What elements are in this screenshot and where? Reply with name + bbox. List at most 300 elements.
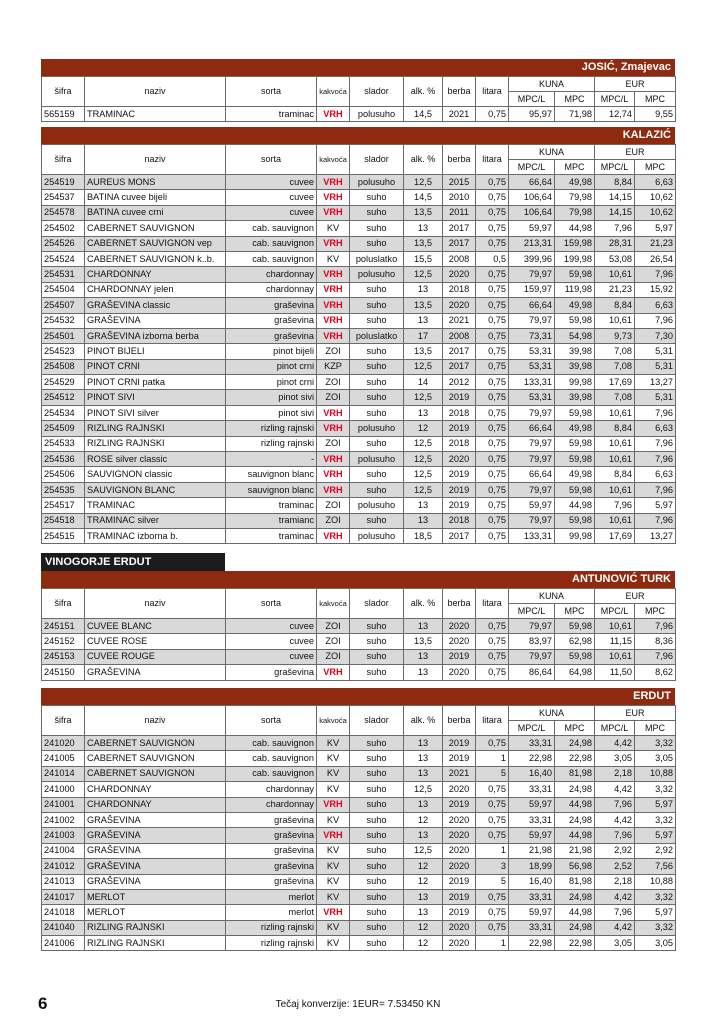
table-cell: suho [350,619,404,634]
table-cell: 2020 [443,936,476,951]
column-header-litara: litara [476,77,509,107]
table-cell: 0,75 [476,328,509,343]
table-cell: cab. sauvignon [226,251,317,266]
table-cell: 7,08 [595,344,635,359]
column-header-mpc: MPC [635,92,676,107]
table-cell: 10,62 [635,190,676,205]
table-cell: 4,42 [595,920,635,935]
table-cell: 22,98 [509,751,555,766]
table-cell: 10,61 [595,405,635,420]
table-cell: VRH [317,205,350,220]
table-cell: GRAŠEVINA [85,828,226,843]
table-cell: cuvee [226,649,317,664]
table-cell: 13 [404,313,443,328]
table-cell: CUVEE BLANC [85,619,226,634]
table-cell: poluslatko [350,328,404,343]
table-cell: 199,98 [555,251,595,266]
table-cell: 12,5 [404,390,443,405]
column-header-sifra: šifra [42,589,85,619]
table-cell: 44,98 [555,905,595,920]
table-cell: 7,08 [595,359,635,374]
table-cell: 13 [404,221,443,236]
column-header-kakvoca: kakvoća [317,706,350,736]
table-cell: 7,96 [595,221,635,236]
producer-title: ERDUT [41,688,675,705]
table-cell: 7,96 [635,313,676,328]
table-cell: suho [350,221,404,236]
table-row [42,889,676,904]
table-cell: 254535 [42,482,85,497]
table-row [42,736,676,751]
table-cell: RIZLING RAJNSKI [85,436,226,451]
table-cell: 2020 [443,619,476,634]
table-row [42,905,676,920]
table-cell: 5,97 [635,905,676,920]
table-cell: 254533 [42,436,85,451]
table-cell: 59,98 [555,619,595,634]
table-cell: suho [350,874,404,889]
table-cell: 254531 [42,267,85,282]
table-cell: 106,64 [509,190,555,205]
table-cell: 241013 [42,874,85,889]
table-cell: 0,75 [476,920,509,935]
column-header-mpcl: MPC/L [595,604,635,619]
table-cell: 12 [404,421,443,436]
table-cell: 2021 [443,766,476,781]
table-cell: 5,97 [635,828,676,843]
table-cell: 0,75 [476,498,509,513]
table-cell: AUREUS MONS [85,175,226,190]
table-cell: 7,96 [595,828,635,843]
column-header-litara: litara [476,145,509,175]
table-cell: 44,98 [555,221,595,236]
column-header-mpcl: MPC/L [509,721,555,736]
table-cell: 79,97 [509,436,555,451]
table-cell: suho [350,782,404,797]
table-cell: CABERNET SAUVIGNON [85,751,226,766]
table-cell: 2019 [443,649,476,664]
table-cell: suho [350,905,404,920]
table-cell: 13 [404,766,443,781]
table-cell: KV [317,859,350,874]
table-row [42,175,676,190]
table-cell: VRH [317,298,350,313]
table-cell: 0,75 [476,782,509,797]
table-cell: 79,97 [509,452,555,467]
table-cell: 0,75 [476,190,509,205]
table-cell: pinot bijeli [226,344,317,359]
table-cell: 254518 [42,513,85,528]
table-cell: ROSE silver classic [85,452,226,467]
table-cell: chardonnay [226,282,317,297]
table-cell: 1 [476,936,509,951]
table-cell: 16,40 [509,874,555,889]
column-group-eur: EUR [595,589,676,604]
table-cell: 24,98 [555,812,595,827]
table-cell: 2020 [443,634,476,649]
table-cell: ZOI [317,619,350,634]
table-cell: 7,08 [595,390,635,405]
column-header-litara: litara [476,706,509,736]
table-cell: 254508 [42,359,85,374]
table-cell: cab. sauvignon [226,766,317,781]
table-cell: 24,98 [555,889,595,904]
table-cell: 254502 [42,221,85,236]
table-cell: 2,18 [595,874,635,889]
table-cell: 10,61 [595,267,635,282]
table-cell: graševina [226,665,317,680]
column-header-naziv: naziv [85,77,226,107]
table-cell: GRAŠEVINA classic [85,298,226,313]
table-cell: 13 [404,665,443,680]
column-header-mpcl: MPC/L [595,160,635,175]
table-cell: suho [350,282,404,297]
table-cell: polusuho [350,267,404,282]
table-cell: 2019 [443,421,476,436]
table-cell: 254532 [42,313,85,328]
table-cell: 59,97 [509,828,555,843]
table-cell: 254536 [42,452,85,467]
table-cell: 254504 [42,282,85,297]
table-cell: VRH [317,528,350,543]
table-cell: VRH [317,236,350,251]
table-cell: 4,42 [595,736,635,751]
table-cell: 2019 [443,498,476,513]
table-cell: graševina [226,298,317,313]
table-cell: 66,64 [509,421,555,436]
table-cell: 241006 [42,936,85,951]
table-cell: 106,64 [509,205,555,220]
column-header-alk: alk. % [404,145,443,175]
table-cell: 66,64 [509,175,555,190]
table-cell: KV [317,920,350,935]
table-cell: 6,63 [635,175,676,190]
table-cell: 59,97 [509,905,555,920]
table-cell: 2,92 [635,843,676,858]
table-cell: merlot [226,905,317,920]
table-cell: suho [350,436,404,451]
column-header-sorta: sorta [226,77,317,107]
region-heading: VINOGORJE ERDUT [41,553,225,571]
column-header-alk: alk. % [404,589,443,619]
table-cell: 0,75 [476,736,509,751]
table-cell: 0,75 [476,375,509,390]
table-cell: 0,75 [476,344,509,359]
table-cell: 79,97 [509,313,555,328]
table-cell: TRAMINAC [85,498,226,513]
table-cell: 1 [476,843,509,858]
table-row [42,634,676,649]
table-cell: suho [350,313,404,328]
column-header-kakvoca: kakvoća [317,77,350,107]
table-cell: 213,31 [509,236,555,251]
table-cell: 12,5 [404,175,443,190]
table-cell: 79,97 [509,482,555,497]
table-cell: 2015 [443,175,476,190]
table-cell: 10,88 [635,874,676,889]
table-cell: 66,64 [509,467,555,482]
column-group-kuna: KUNA [509,706,595,721]
table-cell: 254529 [42,375,85,390]
table-cell: 8,62 [635,665,676,680]
table-cell: 53,08 [595,251,635,266]
table-cell: 2011 [443,205,476,220]
table-cell: 10,61 [595,436,635,451]
table-cell: CHARDONNAY [85,797,226,812]
column-header-alk: alk. % [404,706,443,736]
table-cell: 28,31 [595,236,635,251]
table-cell: 49,98 [555,421,595,436]
table-cell: KV [317,736,350,751]
table-cell: 241020 [42,736,85,751]
table-cell: ZOI [317,498,350,513]
table-cell: 99,98 [555,375,595,390]
table-cell: VRH [317,452,350,467]
table-cell: traminac [226,528,317,543]
table-cell: 12 [404,936,443,951]
table-cell: 2020 [443,812,476,827]
conversion-rate: Tečaj konverzije: 1EUR= 7.53450 KN [275,999,441,1010]
table-cell: PINOT SIVI [85,390,226,405]
table-cell: 241040 [42,920,85,935]
table-cell: 83,97 [509,634,555,649]
table-cell: KV [317,766,350,781]
table-cell: 254537 [42,190,85,205]
table-cell: 59,98 [555,436,595,451]
table-cell: 2020 [443,452,476,467]
table-cell: 2,18 [595,766,635,781]
table-cell: 0,75 [476,649,509,664]
table-row [42,221,676,236]
table-row [42,298,676,313]
table-cell: 5,97 [635,797,676,812]
table-cell: 10,61 [595,619,635,634]
table-cell: GRAŠEVINA [85,665,226,680]
table-cell: 12,5 [404,436,443,451]
table-cell: 33,31 [509,920,555,935]
table-cell: 0,75 [476,467,509,482]
table-row [42,936,676,951]
table-cell: MERLOT [85,889,226,904]
table-cell: suho [350,889,404,904]
wine-table [41,588,676,681]
table-cell: 59,97 [509,221,555,236]
table-cell: 8,84 [595,467,635,482]
table-cell: suho [350,920,404,935]
table-cell: 0,75 [476,619,509,634]
table-cell: VRH [317,282,350,297]
table-row [42,359,676,374]
table-cell: cab. sauvignon [226,236,317,251]
table-cell: 12 [404,859,443,874]
table-cell: 0,75 [476,797,509,812]
column-header-mpc: MPC [555,160,595,175]
table-cell: 2020 [443,782,476,797]
table-cell: 565159 [42,107,85,122]
table-cell: 0,75 [476,175,509,190]
table-cell: VRH [317,175,350,190]
column-header-kakvoca: kakvoća [317,589,350,619]
table-cell: 66,64 [509,298,555,313]
table-cell: 14,15 [595,205,635,220]
table-row [42,498,676,513]
table-cell: suho [350,843,404,858]
table-cell: 39,98 [555,359,595,374]
table-cell: 79,97 [509,649,555,664]
table-row [42,859,676,874]
table-cell: 53,31 [509,359,555,374]
table-cell: 7,96 [635,267,676,282]
table-row [42,920,676,935]
table-cell: 7,96 [595,498,635,513]
table-cell: suho [350,513,404,528]
table-cell: 64,98 [555,665,595,680]
table-cell: 7,96 [635,619,676,634]
table-cell: 13,5 [404,236,443,251]
table-cell: 79,97 [509,513,555,528]
table-cell: 8,84 [595,175,635,190]
table-cell: graševina [226,812,317,827]
table-cell: 2019 [443,736,476,751]
table-cell: 6,63 [635,467,676,482]
table-cell: 39,98 [555,344,595,359]
column-header-naziv: naziv [85,589,226,619]
table-cell: KV [317,843,350,858]
table-cell: KV [317,782,350,797]
table-cell: 13 [404,282,443,297]
table-cell: SAUVIGNON BLANC [85,482,226,497]
table-cell: 2020 [443,665,476,680]
table-cell: 2,92 [595,843,635,858]
table-cell: 95,97 [509,107,555,122]
column-header-kakvoca: kakvoća [317,145,350,175]
column-header-sifra: šifra [42,77,85,107]
table-cell: 0,5 [476,251,509,266]
section-antunovic-turk [41,571,675,681]
table-cell: 81,98 [555,874,595,889]
table-cell: cab. sauvignon [226,751,317,766]
table-cell: 18,5 [404,528,443,543]
table-cell: 254526 [42,236,85,251]
column-header-mpcl: MPC/L [509,604,555,619]
table-cell: 39,98 [555,390,595,405]
table-cell: 53,31 [509,344,555,359]
table-cell: 5,97 [635,498,676,513]
table-cell: 6,63 [635,298,676,313]
table-cell: 254524 [42,251,85,266]
table-cell: 2020 [443,267,476,282]
table-cell: 21,98 [509,843,555,858]
table-cell: 7,30 [635,328,676,343]
table-cell: 0,75 [476,282,509,297]
table-cell: 254523 [42,344,85,359]
table-cell: 3 [476,859,509,874]
table-row [42,782,676,797]
column-header-sifra: šifra [42,706,85,736]
table-cell: 44,98 [555,828,595,843]
table-cell: VRH [317,405,350,420]
table-cell: PINOT CRNI patka [85,375,226,390]
table-cell: 2018 [443,513,476,528]
table-cell: 13,5 [404,634,443,649]
table-cell: cuvee [226,634,317,649]
column-header-berba: berba [443,145,476,175]
table-cell: PINOT BIJELI [85,344,226,359]
table-cell: 254501 [42,328,85,343]
table-cell: 6,63 [635,421,676,436]
table-cell: 7,96 [635,452,676,467]
table-cell: 2017 [443,221,476,236]
table-row [42,797,676,812]
table-cell: 11,50 [595,665,635,680]
table-cell: KZP [317,359,350,374]
table-cell: 12 [404,812,443,827]
table-cell: 5,31 [635,359,676,374]
table-cell: SAUVIGNON classic [85,467,226,482]
table-row [42,344,676,359]
column-group-kuna: KUNA [509,77,595,92]
table-row [42,649,676,664]
table-cell: 0,75 [476,528,509,543]
table-cell: rizling rajnski [226,920,317,935]
table-cell: RIZLING RAJNSKI [85,920,226,935]
table-cell: 254509 [42,421,85,436]
table-cell: 24,98 [555,782,595,797]
table-cell: 12,5 [404,782,443,797]
table-cell: 2012 [443,375,476,390]
table-cell: GRAŠEVINA [85,313,226,328]
table-cell: 2021 [443,107,476,122]
column-group-kuna: KUNA [509,145,595,160]
column-group-eur: EUR [595,145,676,160]
table-cell: 10,62 [635,205,676,220]
table-cell: 53,31 [509,390,555,405]
table-cell: 24,98 [555,920,595,935]
table-cell: VRH [317,828,350,843]
table-row [42,874,676,889]
table-cell: 2017 [443,359,476,374]
table-cell: cab. sauvignon [226,221,317,236]
column-header-sorta: sorta [226,145,317,175]
table-cell: 14,5 [404,190,443,205]
table-cell: 13 [404,405,443,420]
table-cell: suho [350,797,404,812]
table-cell: 49,98 [555,175,595,190]
table-cell: chardonnay [226,782,317,797]
table-cell: 9,73 [595,328,635,343]
table-cell: 241014 [42,766,85,781]
table-cell: 12,5 [404,267,443,282]
table-cell: 13 [404,649,443,664]
table-cell: polusuho [350,498,404,513]
table-row [42,390,676,405]
table-cell: suho [350,751,404,766]
table-cell: 0,75 [476,828,509,843]
table-cell: 86,64 [509,665,555,680]
table-cell: 2020 [443,298,476,313]
table-cell: 2017 [443,528,476,543]
column-header-mpc: MPC [555,721,595,736]
table-cell: pinot sivi [226,390,317,405]
table-cell: 13 [404,513,443,528]
table-cell: 22,98 [555,936,595,951]
column-header-mpc: MPC [635,160,676,175]
table-cell: 49,98 [555,298,595,313]
table-cell: 0,75 [476,812,509,827]
table-cell: 2020 [443,859,476,874]
table-cell: 13 [404,498,443,513]
table-cell: 0,75 [476,452,509,467]
